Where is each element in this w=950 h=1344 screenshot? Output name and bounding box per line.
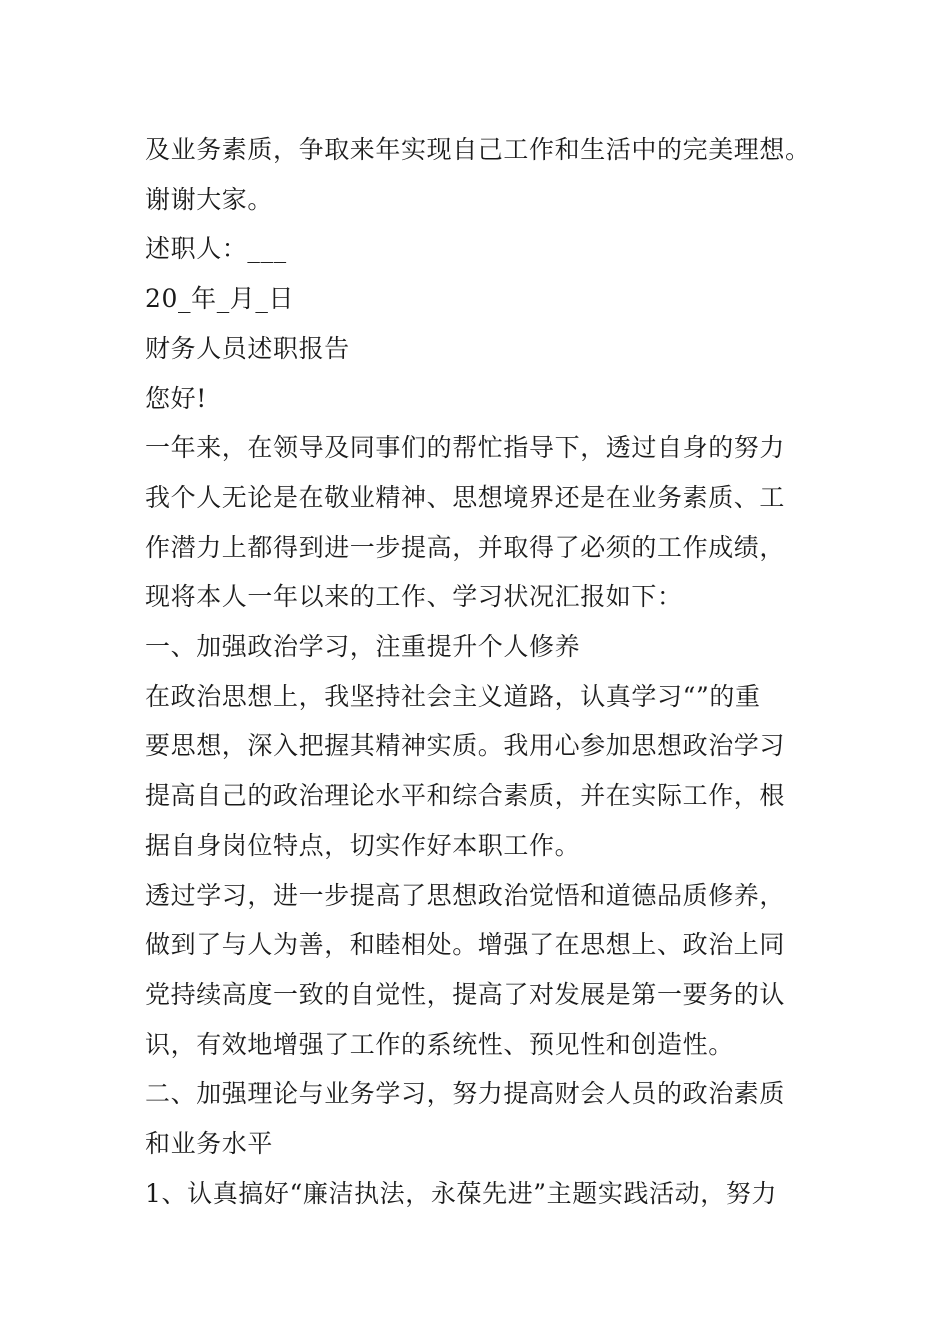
text-line: 要思想，深入把握其精神实质。我用心参加思想政治学习 [145,731,786,761]
section-heading-continued: 和业务水平 [145,1129,274,1159]
greeting: 您好! [145,383,207,413]
text-line: 识，有效地增强了工作的系统性、预见性和创造性。 [145,1029,734,1059]
text-line: 提高自己的政治理论水平和综合素质，并在实际工作，根 [145,781,786,811]
text-line: 1、认真搞好“廉洁执法，永葆先进”主题实践活动，努力 [145,1178,778,1208]
report-title: 财务人员述职报告 [145,333,350,363]
text-line: 谢谢大家。 [145,184,274,214]
signature-line: 述职人：___ [145,234,287,264]
text-line: 据自身岗位特点，切实作好本职工作。 [145,830,581,860]
text-line: 作潜力上都得到进一步提高，并取得了必须的工作成绩， [145,532,786,562]
text-line: 做到了与人为善，和睦相处。增强了在思想上、政治上同 [145,930,786,960]
text-line: 一年来，在领导及同事们的帮忙指导下，透过自身的努力 [145,433,786,463]
text-line: 及业务素质，争取来年实现自己工作和生活中的完美理想。 [145,135,811,164]
text-line: 透过学习，进一步提高了思想政治觉悟和道德品质修养， [145,880,786,910]
section-heading: 二、加强理论与业务学习，努力提高财会人员的政治素质 [145,1079,786,1109]
document-body [145,125,825,1218]
section-heading: 一、加强政治学习，注重提升个人修养 [145,632,581,662]
date-line: 20_年_月_日 [145,284,295,314]
text-line: 在政治思想上，我坚持社会主义道路，认真学习“”的重 [145,681,761,711]
text-line: 党持续高度一致的自觉性，提高了对发展是第一要务的认 [145,979,786,1009]
text-line: 现将本人一年以来的工作、学习状况汇报如下： [145,582,683,612]
text-line: 我个人无论是在敬业精神、思想境界还是在业务素质、工 [145,482,786,512]
